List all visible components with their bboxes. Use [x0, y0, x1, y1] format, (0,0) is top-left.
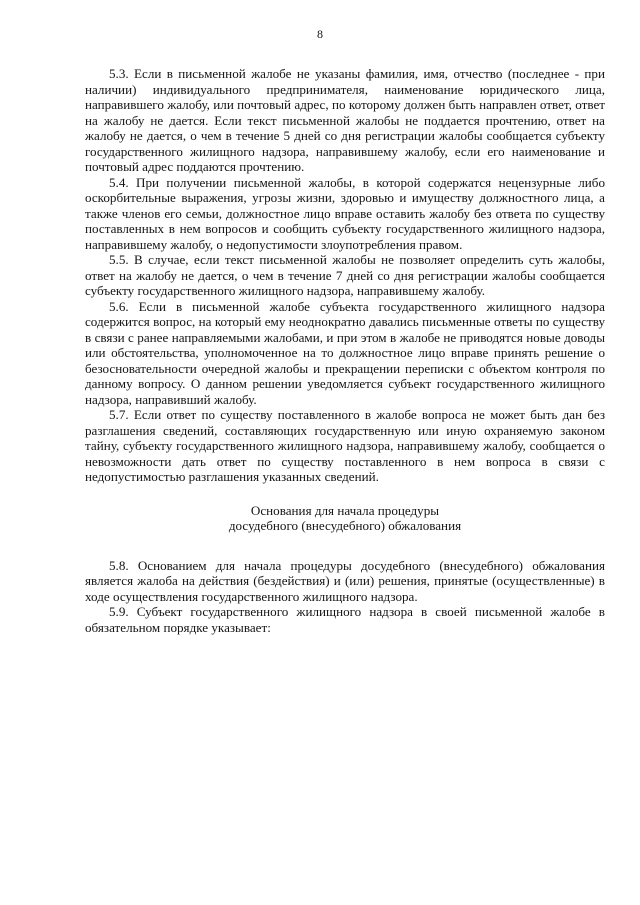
- paragraph-5-7: 5.7. Если ответ по существу поставленного в жалобе вопроса не может быть дан без разглашения сведений, составляющих государственную или иную охраняемую законом тайну, субъекту государственного жилищного надзора, направившему жалобу, сообщается о невозможности дать ответ по существу поставленного в нем вопроса в связи с недопустимостью разглашения указанных сведений.: [85, 407, 605, 484]
- paragraph-5-8: 5.8. Основанием для начала процедуры досудебного (внесудебного) обжалования является жалоба на действия (бездействия) и (или) решения, принятые (осуществленные) в ходе осуществления государственного жилищного надзора.: [85, 557, 605, 604]
- section-heading-line-2: досудебного (внесудебного) обжалования: [228, 518, 462, 533]
- page-number: 8: [317, 27, 323, 41]
- paragraph-5-4: 5.4. При получении письменной жалобы, в которой содержатся нецензурные либо оскорбительные выражения, угрозы жизни, здоровью и имуществу должностного лица, а также членов его семьи, должностное лицо вправе оставить жалобу без ответа по существу поставленных в нем вопросов и сообщить субъекту государственного жилищного надзора, направившему жалобу, о недопустимости злоупотребления правом.: [85, 174, 605, 252]
- paragraph-5-6: 5.6. Если в письменной жалобе субъекта государственного жилищного надзора содержится вопрос, на который ему неоднократно давались письменные ответы по существу в связи с ранее направляемыми жалобами, и при этом в жалобе не приводятся новые доводы или обстоятельства, уполномоченное на то должностное лицо вправе принять решение о безосновательности очередной жалобы и прекращении переписки с объектом контроля по данному вопросу. О данном решении уведомляется субъект государственного жилищного надзора, направивший жалобу.: [85, 298, 605, 407]
- section-heading-line-1: Основания для начала процедуры: [250, 502, 440, 518]
- paragraph-5-9: 5.9. Субъект государственного жилищного надзора в своей письменной жалобе в обязательном порядке указывает:: [85, 604, 605, 635]
- paragraph-5-5: 5.5. В случае, если текст письменной жалобы не позволяет определить суть жалобы, ответ на жалобу не дается, о чем в течение 7 дней со дня регистрации жалобы сообщается субъекту государственного жилищного надзора, направившему жалобу.: [85, 252, 605, 298]
- paragraph-5-3: 5.3. Если в письменной жалобе не указаны фамилия, имя, отчество (последнее - при наличии) индивидуального предпринимателя, наименование юридического лица, направившего жалобу, или почтовый адрес, по которому должен быть направлен ответ, ответ на жалобу не дается. Если текст письменной жалобы не поддается прочтению, ответ на жалобу не дается, о чем в течение 5 дней со дня регистрации жалобы сообщается субъекту государственного жилищного надзора, направившему жалобу, если его наименование и почтовый адрес поддаются прочтению.: [85, 66, 605, 174]
- section-heading: [85, 503, 605, 534]
- document-body: [85, 66, 605, 635]
